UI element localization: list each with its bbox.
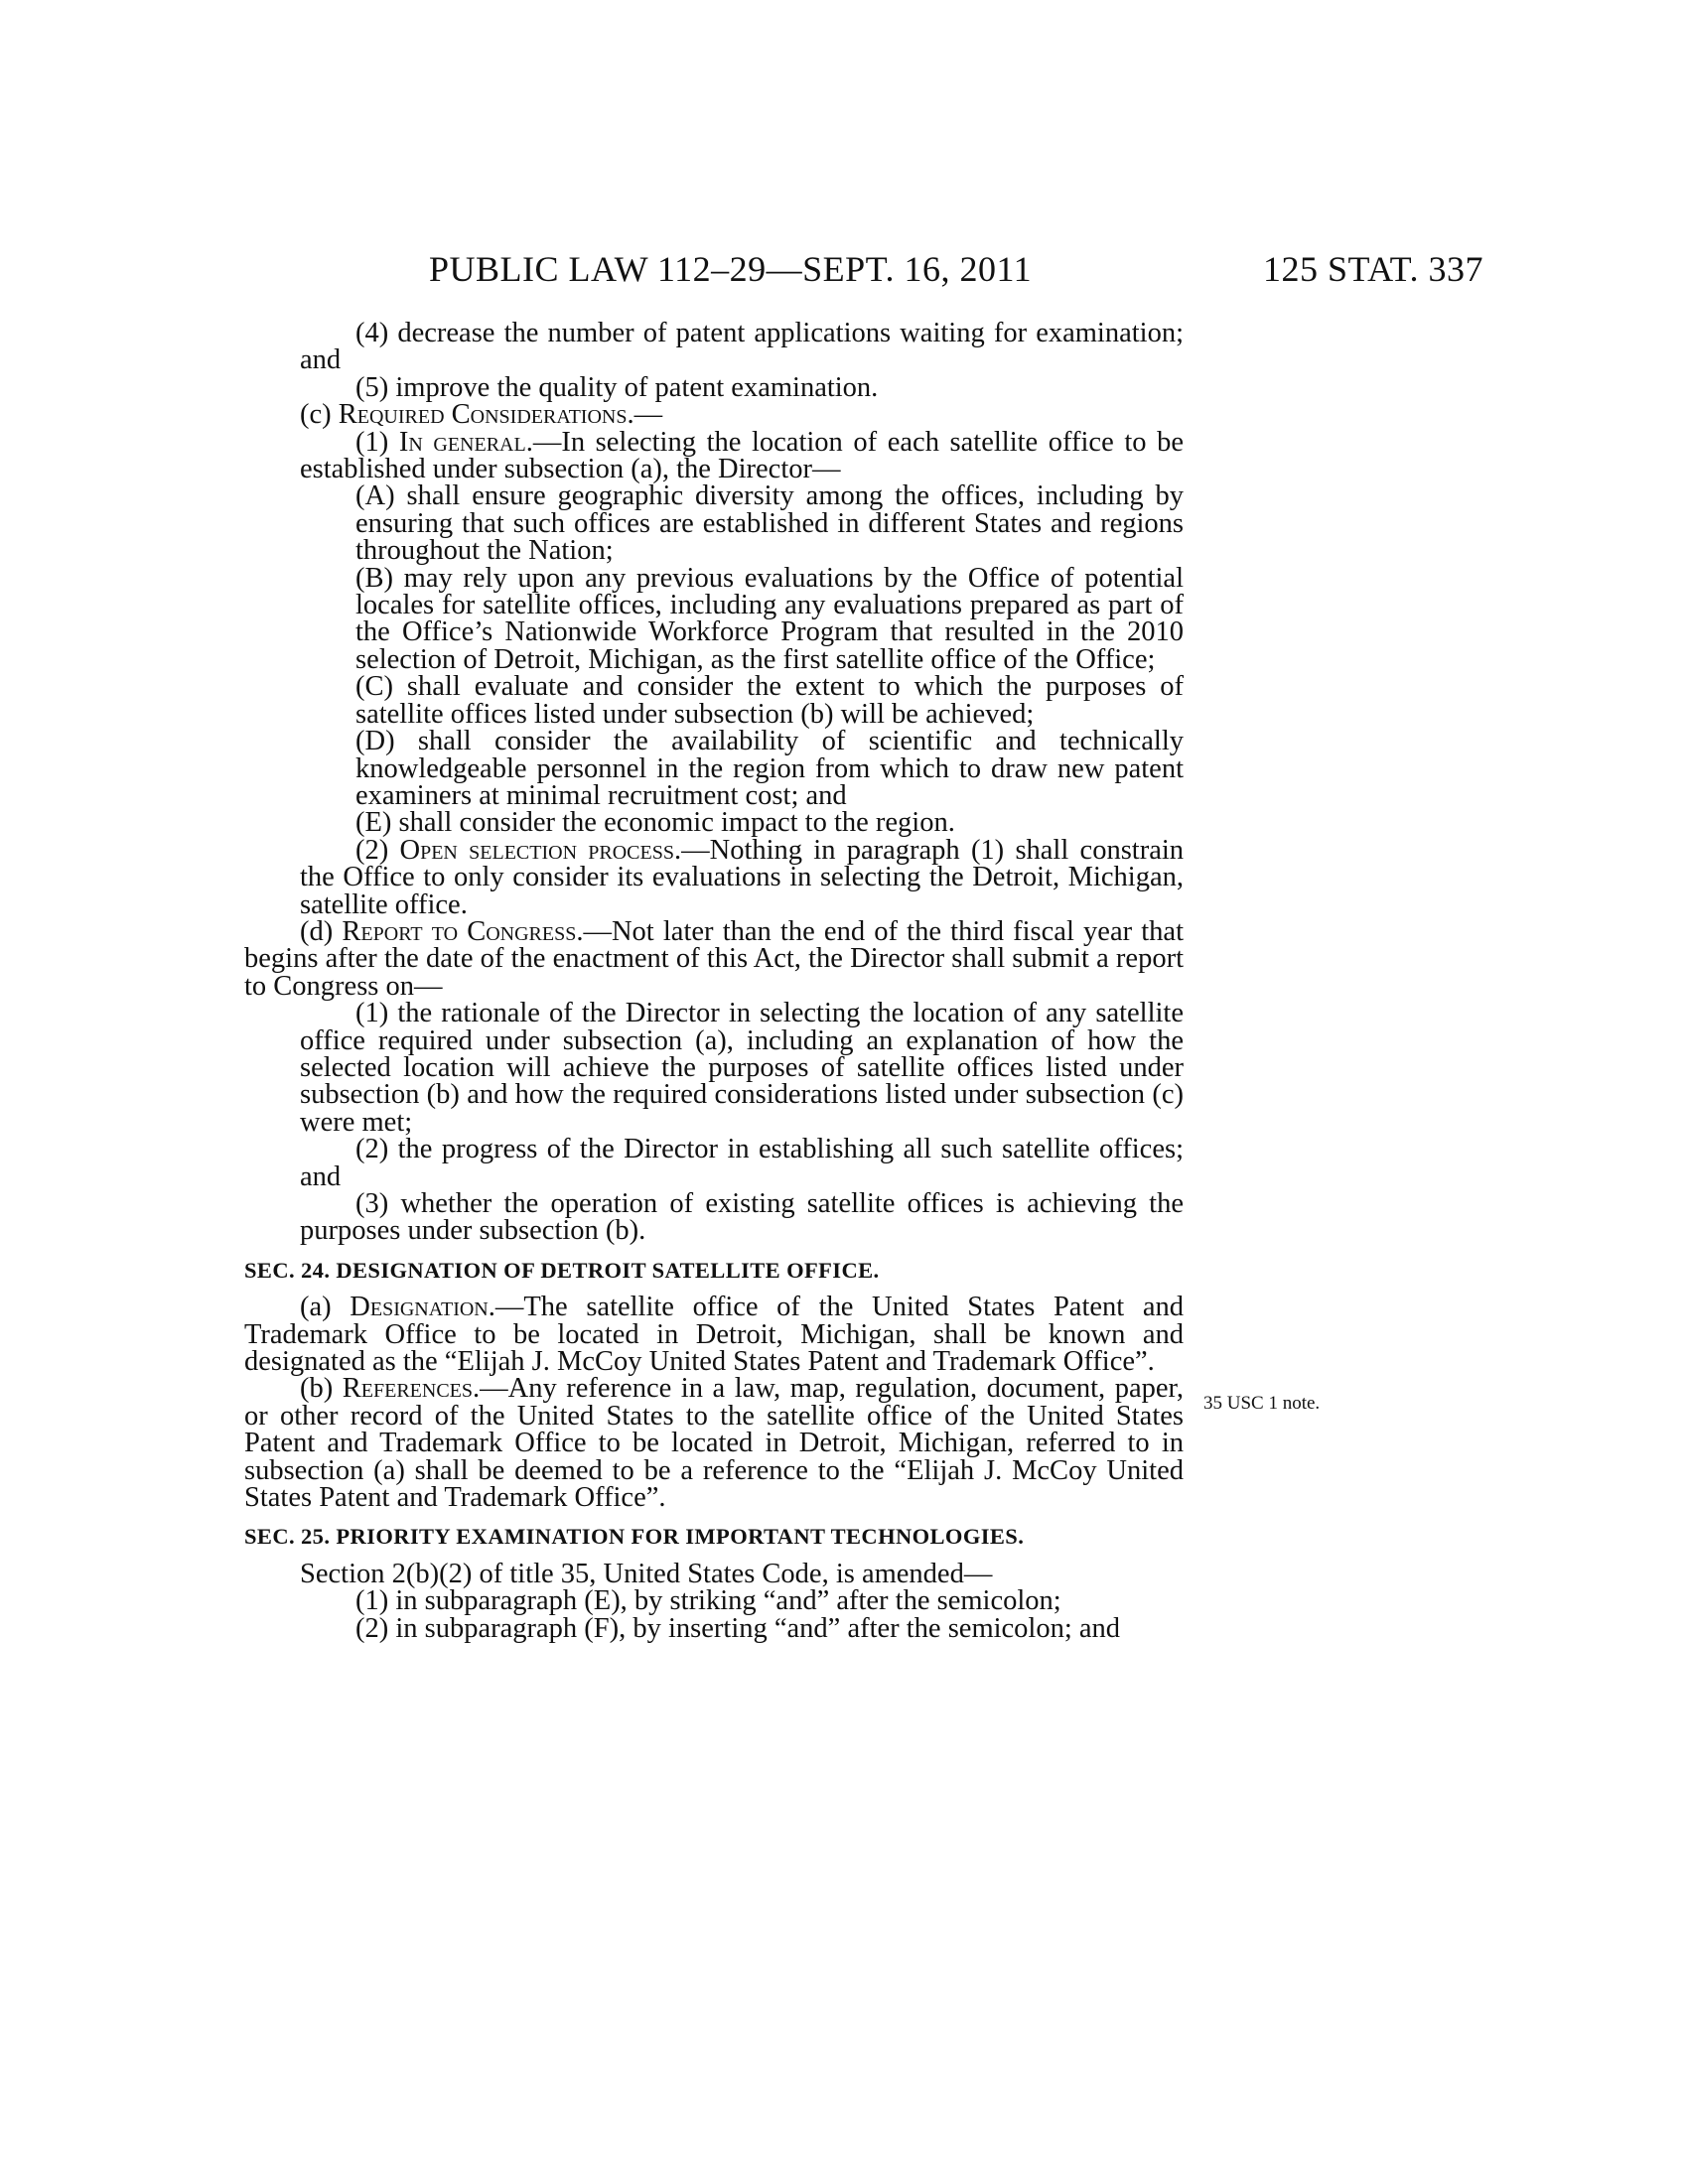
subsection-label: (c) [300,399,339,431]
paragraph-d3: (3) whether the operation of existing satellite offices is achieving the purposes under subsection (b). [300,1188,1184,1247]
subsection-24a [244,1292,1184,1378]
subsection-label: (b) [300,1373,343,1405]
subsection-24b [244,1373,1184,1514]
running-header-title: PUBLIC LAW 112–29—SEPT. 16, 2011 [429,249,1033,289]
paragraph-c1 [300,426,1184,485]
paragraph-25-1: (1) in subparagraph (E), by striking “and” after the semicolon; [355,1585,1061,1617]
subparagraph-c1E: (E) shall consider the economic impact to the region. [355,807,955,839]
subsection-text: .— [627,399,663,431]
section-heading-24: SEC. 24. DESIGNATION OF DETROIT SATELLITE OFFICE. [244,1257,880,1283]
paragraph-label: (2) [355,834,400,866]
paragraph-caption: In general [398,426,526,458]
paragraph-c2 [300,834,1185,920]
paragraph-d2: (2) the progress of the Director in establishing all such satellite offices; and [300,1134,1184,1192]
subsection-caption: References [342,1373,474,1405]
document-body [244,318,1185,1644]
subsection-caption: Designation [350,1292,489,1323]
paragraph-b4: (4) decrease the number of patent applications waiting for examination; and [300,318,1184,376]
subsection-caption: Report to Congress [342,915,577,947]
subsection-text: .—Not later than the end of the third fiscal year that begins after the date of the enactment of this Act, the Director shall submit a report to Congress on— [244,915,1184,1002]
subsection-caption: Required Considerations [338,399,628,431]
paragraph-b5: (5) improve the quality of patent examination. [355,371,879,403]
subsection-label: (a) [300,1292,351,1323]
page-stat-number: 125 STAT. 337 [1263,249,1483,289]
paragraph-d1: (1) the rationale of the Director in selecting the location of any satellite office required under subsection (a), including an explanation of how the selected location will achieve the purposes of satellite offices listed under subsection (b) and how the required considerations listed under subsection (c) were met; [300,998,1184,1138]
subparagraph-c1B: (B) may rely upon any previous evaluations by the Office of potential locales for satellite offices, including any evaluations prepared as part of the Office’s Nationwide Workforce Program that resulted in the 2010 selection of Detroit, Michigan, as the first satellite office of the Office; [355,562,1184,675]
subparagraph-c1D: (D) shall consider the availability of scientific and technically knowledgeable personnel in the region from which to draw new patent examiners at minimal recruitment cost; and [355,726,1184,811]
subsection-label: (d) [300,915,343,947]
paragraph-caption: Open selection process [399,834,674,866]
paragraph-text: .—Nothing in paragraph (1) shall constrain the Office to only consider its evaluations in selecting the Detroit, Michigan, satellite office. [300,834,1185,920]
paragraph-label: (1) [355,426,399,458]
margin-citation-note: 35 USC 1 note. [1203,1393,1321,1414]
section-25-intro: Section 2(b)(2) of title 35, United States Code, is amended— [300,1558,993,1589]
paragraph-25-2: (2) in subparagraph (F), by inserting “and” after the semicolon; and [355,1612,1121,1644]
paragraph-text: .—In selecting the location of each satellite office to be established under subsection (a), the Director— [300,426,1184,485]
subparagraph-c1C: (C) shall evaluate and consider the extent to which the purposes of satellite offices listed under subsection (b) will be achieved; [355,671,1184,730]
subsection-text: .—Any reference in a law, map, regulation, document, paper, or other record of the United States to the satellite office of the United States Patent and Trademark Office to be located in Detroit, Michigan, referred to in subsection (a) shall be deemed to be a reference to the “Elijah J. McCoy United States Patent and Trademark Office”. [244,1373,1184,1514]
subsection-d [244,915,1184,1002]
subsection-c [300,399,1184,431]
section-heading-25: SEC. 25. PRIORITY EXAMINATION FOR IMPORTANT TECHNOLOGIES. [244,1524,1025,1550]
subparagraph-c1A: (A) shall ensure geographic diversity among the offices, including by ensuring that such offices are established in different States and regions throughout the Nation; [355,480,1184,567]
subsection-text: .—The satellite office of the United States Patent and Trademark Office to be located in Detroit, Michigan, shall be known and designated as the “Elijah J. McCoy United States Patent and Trademark Office”. [244,1292,1184,1378]
